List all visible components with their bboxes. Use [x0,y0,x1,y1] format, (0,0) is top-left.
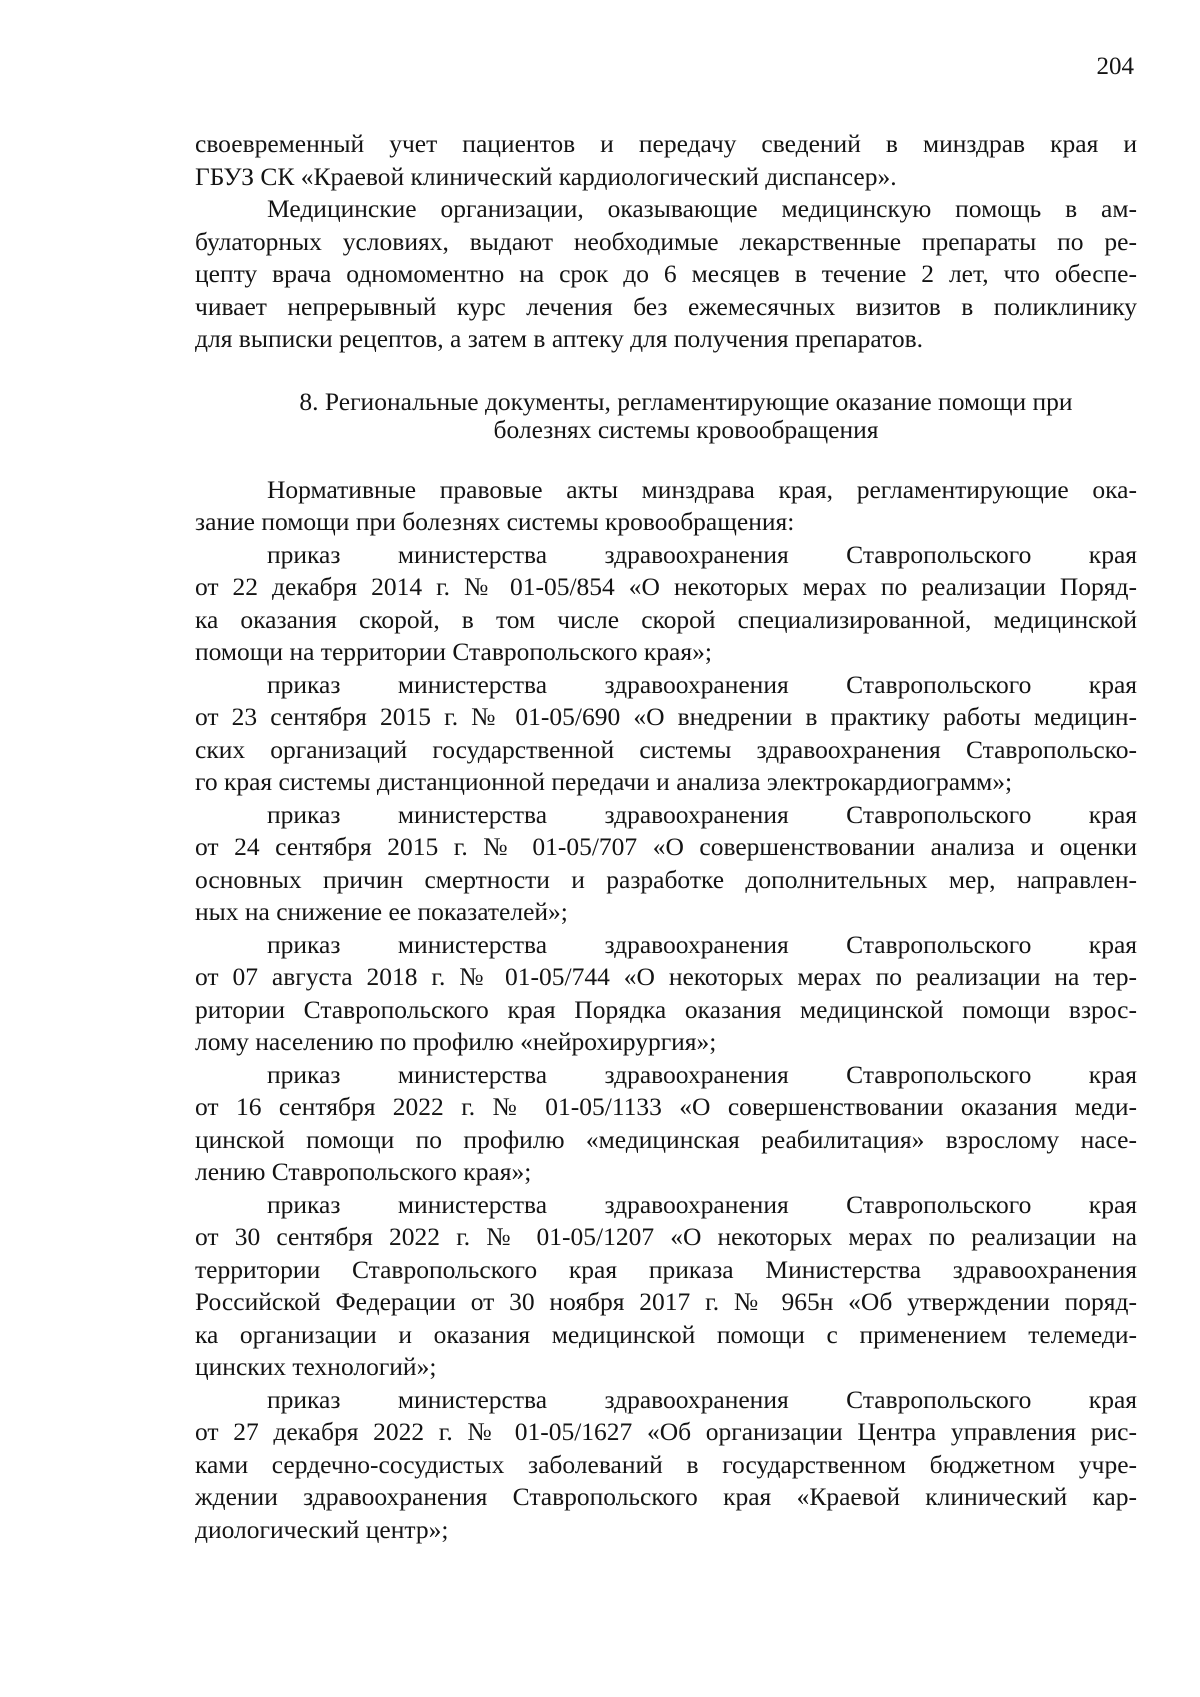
text-line: Медицинские организации, оказывающие медицинскую помощь в ам- [267,194,1137,223]
text-line: цинской помощи по профилю «медицинская реабилитация» взрослому насе- [195,1124,1137,1154]
text-line: от 30 сентября 2022 г. № 01-05/1207 «О некоторых мерах по реализации на [195,1222,1137,1251]
text-line: ских организаций государственной системы здравоохранения Ставропольско- [195,734,1137,764]
page-number: 204 [1096,53,1134,80]
section-heading [195,388,1137,444]
text-line: приказ министерства здравоохранения Ставропольского края [267,929,1137,959]
text-line: зание помощи при болезнях системы кровообращения: [195,507,795,536]
order-item [195,799,1137,929]
text-line: цепту врача одномоментно на срок до 6 месяцев в течение 2 лет, что обеспе- [195,259,1137,288]
text-line: ных на снижение ее показателей»; [195,897,568,926]
section-heading-line: 8. Региональные документы, регламентирующие оказание помощи при [299,386,1073,416]
text-line: Нормативные правовые акты минздрава края, регламентирующие ока- [267,474,1137,504]
order-item [195,1059,1137,1189]
text-line: приказ министерства здравоохранения Ставропольского края [267,1384,1137,1414]
text-line: от 07 августа 2018 г. № 01-05/744 «О некоторых мерах по реализации на тер- [195,962,1137,991]
text-line: приказ министерства здравоохранения Ставропольского края [267,1059,1137,1089]
text-line: приказ министерства здравоохранения Ставропольского края [267,799,1137,829]
text-line: лому населению по профилю «нейрохирургия»; [195,1027,717,1056]
text-line: помощи на территории Ставропольского края»; [195,637,712,666]
order-item [195,539,1137,669]
text-line: ритории Ставропольского края Порядка оказания медицинской помощи взрос- [195,994,1137,1024]
text-line: булаторных условиях, выдают необходимые лекарственные препараты по ре- [195,226,1137,256]
text-line: основных причин смертности и разработке дополнительных мер, направлен- [195,864,1137,894]
order-item [195,1384,1137,1547]
text-line: ка оказания скорой, в том числе скорой специализированной, медицинской [195,604,1137,634]
text-line: ждении здравоохранения Ставропольского края «Краевой клинический кар- [195,1482,1137,1511]
text-line: ка организации и оказания медицинской помощи с применением телемеди- [195,1319,1137,1349]
text-line: приказ министерства здравоохранения Ставропольского края [267,669,1137,699]
text-line: лению Ставропольского края»; [195,1157,532,1186]
order-item [195,669,1137,799]
intro-paragraph [195,128,1137,193]
text-line: чивает непрерывный курс лечения без ежемесячных визитов в поликлинику [195,291,1137,321]
acts-intro-paragraph [195,474,1137,539]
text-line: от 22 декабря 2014 г. № 01-05/854 «О некоторых мерах по реализации Поряд- [195,572,1137,601]
text-line: приказ министерства здравоохранения Ставропольского края [267,539,1137,569]
text-line: от 27 декабря 2022 г. № 01-05/1627 «Об организации Центра управления рис- [195,1417,1137,1446]
section-heading-line: болезнях системы кровообращения [493,414,879,444]
text-line: диологический центр»; [195,1514,449,1544]
text-line: приказ министерства здравоохранения Ставропольского края [267,1189,1137,1219]
pharmaceutical-paragraph [195,193,1137,356]
order-item [195,929,1137,1059]
text-line: цинских технологий»; [195,1352,437,1381]
text-line: для выписки рецептов, а затем в аптеку для получения препаратов. [195,324,924,353]
page-content [195,128,1137,1546]
text-line: территории Ставропольского края приказа Министерства здравоохранения [195,1254,1137,1284]
text-line: Российской Федерации от 30 ноября 2017 г. № 965н «Об утверждении поряд- [195,1287,1137,1316]
text-line: своевременный учет пациентов и передачу сведений в минздрав края и [195,129,1137,158]
text-line: ГБУЗ СК «Краевой клинический кардиологический диспансер». [195,161,897,191]
text-line: го края системы дистанционной передачи и анализа электрокардиограмм»; [195,767,1013,796]
order-item [195,1189,1137,1384]
text-line: от 23 сентября 2015 г. № 01-05/690 «О внедрении в практику работы медицин- [195,702,1137,731]
text-line: от 16 сентября 2022 г. № 01-05/1133 «О совершенствовании оказания меди- [195,1092,1137,1121]
text-line: от 24 сентября 2015 г. № 01-05/707 «О совершенствовании анализа и оценки [195,832,1137,861]
text-line: ками сердечно-сосудистых заболеваний в государственном бюджетном учре- [195,1449,1137,1479]
